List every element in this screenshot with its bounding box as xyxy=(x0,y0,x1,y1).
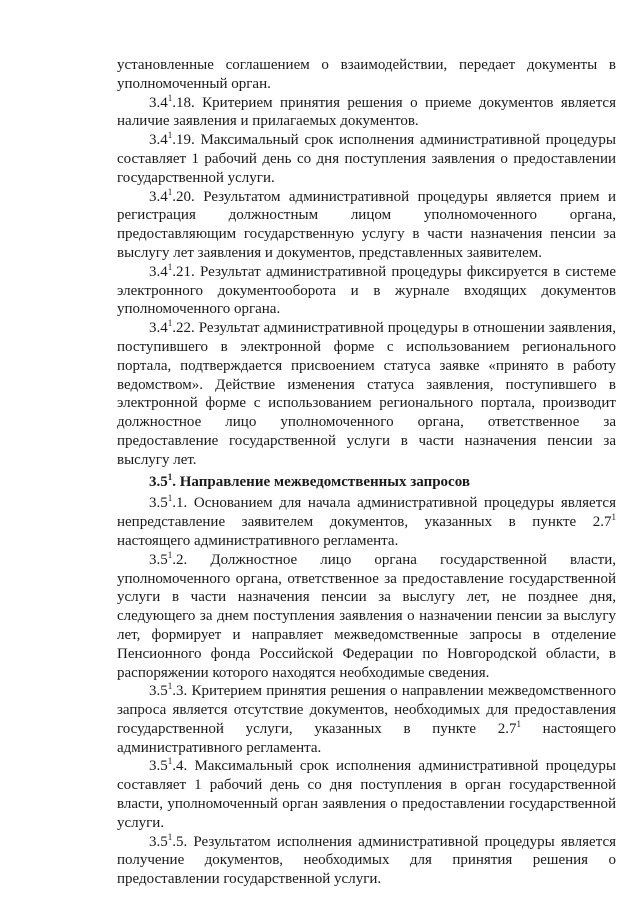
paragraph-text: установленные соглашением о взаимодействии, передает документы в уполномоченный орган. xyxy=(117,57,616,92)
clause-superscript: 1 xyxy=(167,186,173,197)
paragraph-text: Результат административной процедуры в отношении заявления, поступившего в электронной форме с использованием регионального портала, подтверждается присвоением статуса заявке «принято в работу ведомством». Действие изменения статуса заявления, поступившего в электронной форме с использованием регионального портала, производит должностное лицо уполномоченного органа, ответственное за предоставление государственной услуги в части назначения пенсии за выслугу лет. xyxy=(117,320,616,468)
paragraph-text: Критерием принятия решения о приеме документов является наличие заявления и прилагаемых документов. xyxy=(117,94,616,130)
paragraph-3-5-1-1 xyxy=(117,494,616,550)
heading-superscript: 1 xyxy=(167,471,173,482)
paragraph-text: Максимальный срок исполнения административной процедуры составляет 1 рабочий день со дня поступления в орган государственной власти, уполномоченный орган заявления о предоставлении государственной услуги. xyxy=(117,758,616,831)
clause-number: 3.4 xyxy=(149,132,168,149)
paragraph-text: Основанием для начала административной процедуры является непредставление заявителем документов, указанных в пункте 2.7 xyxy=(117,495,616,531)
paragraph-text: Результат административной процедуры фиксируется в системе электронного документооборота и в журнале входящих документов уполномоченного органа. xyxy=(117,263,616,318)
paragraph-3-5-1-3 xyxy=(117,682,616,757)
paragraph-text: Максимальный срок исполнения административной процедуры составляет 1 рабочий день со дня поступления заявления о предоставлении государственной услуги. xyxy=(117,132,616,186)
clause-number-rest: .22. xyxy=(172,320,195,337)
clause-number-rest: .3. xyxy=(172,683,188,700)
clause-superscript: 1 xyxy=(167,318,173,329)
paragraph-3-5-1-4 xyxy=(117,757,616,832)
clause-number: 3.5 xyxy=(149,551,168,568)
clause-number: 3.5 xyxy=(149,833,168,850)
clause-number-rest: .4. xyxy=(172,758,188,775)
paragraph-3-4-1-21 xyxy=(117,263,616,319)
clause-number: 3.4 xyxy=(149,94,168,111)
paragraph-text: Должностное лицо органа государственной власти, уполномоченного органа, ответственное за предоставление государственной услуги в части назначения пенсии за выслугу лет, не позднее дня, следующего за днем поступления заявления о назначении пенсии за выслугу лет, формирует и направляет межведомственные запросы в отделение Пенсионного фонда Российской Федерации по Новгородской области, в распоряжении которого находятся необходимые сведения. xyxy=(117,551,616,681)
clause-number-rest: .20. xyxy=(172,188,195,205)
paragraph-3-4-1-22 xyxy=(117,319,616,469)
paragraph-text: Результатом административной процедуры является прием и регистрация должностным лицом уполномоченного органа, предоставляющим государственную услугу в части назначения пенсии за выслугу лет заявления и документов, представленных заявителем. xyxy=(117,188,616,261)
paragraph-3-5-1-5 xyxy=(117,833,616,889)
clause-number-rest: .5. xyxy=(172,833,188,850)
clause-number-rest: .2. xyxy=(172,551,188,568)
clause-superscript: 1 xyxy=(167,92,173,103)
clause-number: 3.4 xyxy=(149,263,168,280)
clause-number-rest: .19. xyxy=(172,132,195,149)
clause-number-rest: .18. xyxy=(172,94,195,111)
clause-number-rest: .21. xyxy=(172,263,195,280)
paragraph-3-5-1-2 xyxy=(117,551,616,683)
clause-superscript: 1 xyxy=(167,261,173,272)
clause-superscript: 1 xyxy=(167,681,173,692)
reference-superscript: 1 xyxy=(611,512,616,523)
heading-text: . Направление межведомственных запросов xyxy=(172,473,470,490)
paragraph-text: Критерием принятия решения о направлении межведомственного запроса является отсутствие документов, необходимых для предоставления государственной услуги, указанных в пункте 2.7 xyxy=(117,683,616,737)
paragraph-continuation xyxy=(117,56,616,94)
reference-superscript: 1 xyxy=(516,718,521,729)
clause-number: 3.4 xyxy=(149,320,168,337)
section-heading xyxy=(117,473,616,492)
clause-superscript: 1 xyxy=(167,831,173,842)
paragraph-3-4-1-20 xyxy=(117,188,616,263)
paragraph-text: Результатом исполнения административной процедуры является получение документов, необходимых для принятия решения о предоставлении государственной услуги. xyxy=(117,833,616,888)
clause-number: 3.4 xyxy=(149,188,168,205)
paragraph-tail: настоящего административного регламента. xyxy=(117,532,399,549)
clause-number: 3.5 xyxy=(149,758,168,775)
clause-number: 3.5 xyxy=(149,495,168,512)
clause-superscript: 1 xyxy=(167,756,173,767)
clause-number: 3.5 xyxy=(149,683,168,700)
clause-number-rest: .1. xyxy=(172,495,188,512)
paragraph-tail: настоящего административного регламента. xyxy=(117,720,616,756)
clause-superscript: 1 xyxy=(167,493,173,504)
clause-superscript: 1 xyxy=(167,549,173,560)
paragraph-3-4-1-18 xyxy=(117,94,616,132)
heading-number: 3.5 xyxy=(149,473,168,490)
clause-superscript: 1 xyxy=(167,130,173,141)
paragraph-3-4-1-19 xyxy=(117,131,616,187)
